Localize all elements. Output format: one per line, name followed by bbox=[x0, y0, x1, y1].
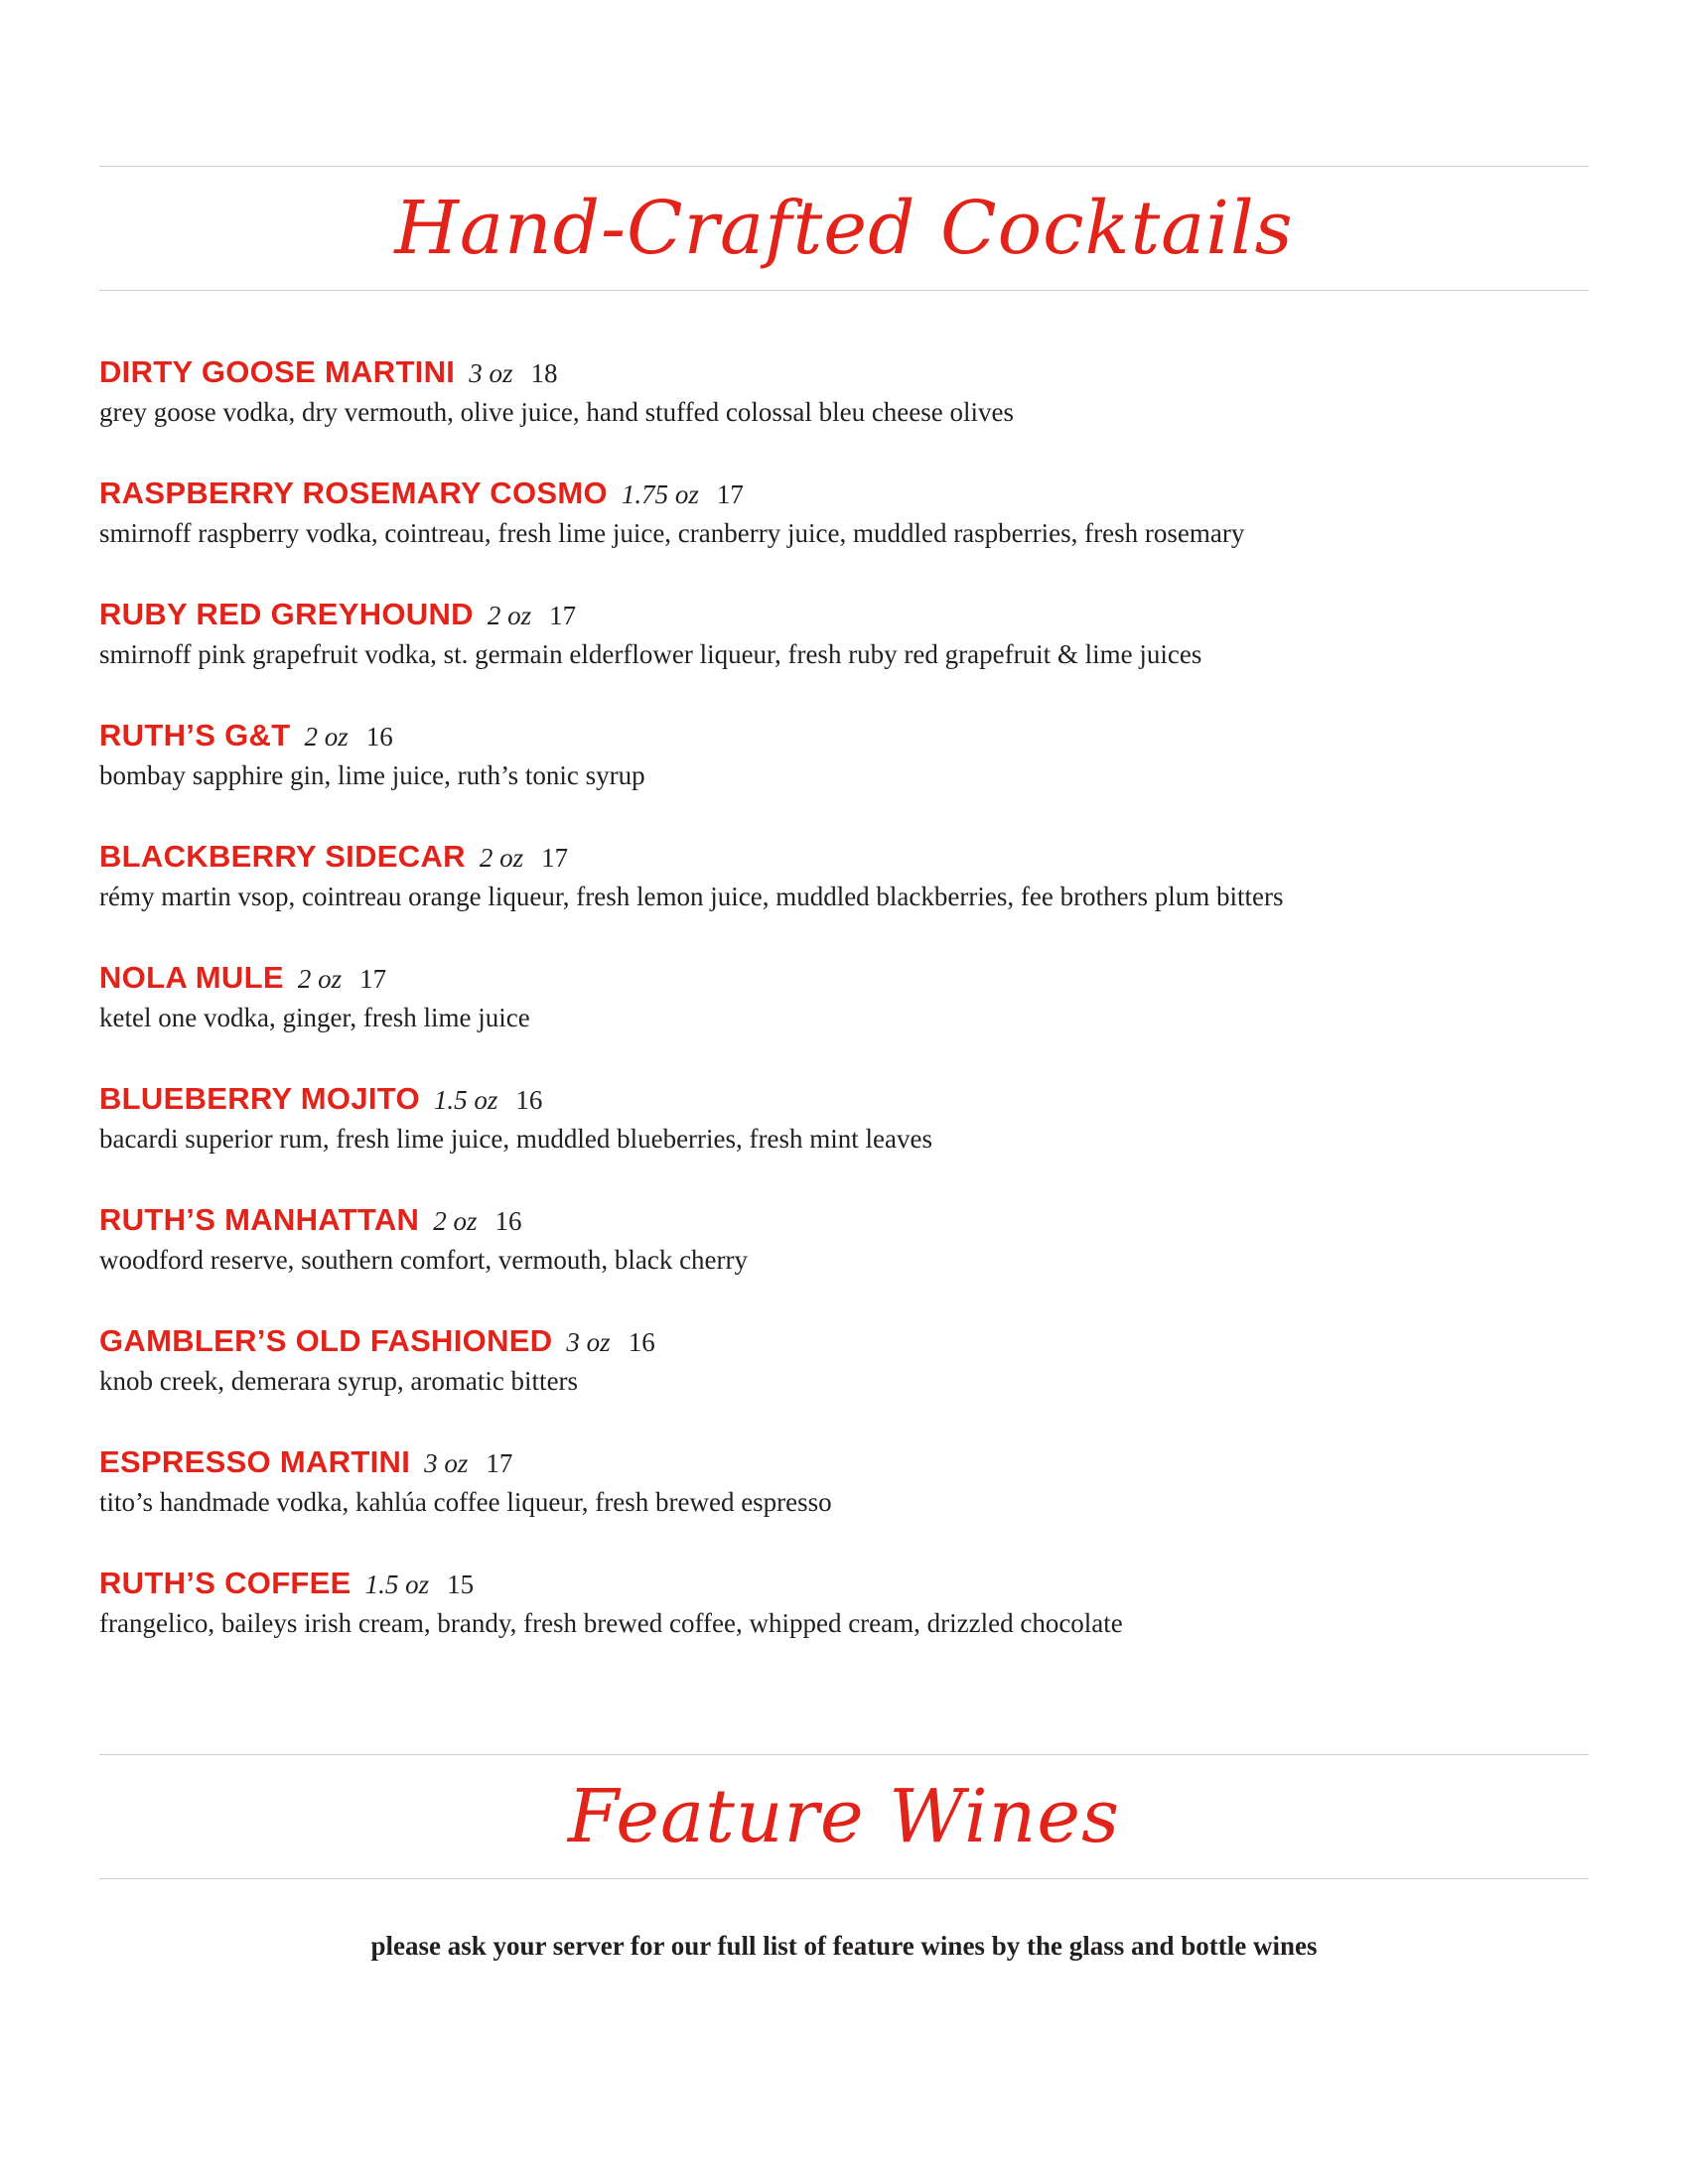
cocktail-item bbox=[99, 1442, 1589, 1564]
cocktail-volume: 1.5 oz bbox=[433, 1085, 498, 1115]
cocktail-description: frangelico, baileys irish cream, brandy, fresh brewed coffee, whipped cream, drizzled chocolate bbox=[99, 1608, 1123, 1638]
cocktail-item bbox=[99, 716, 1589, 837]
cocktail-price: 17 bbox=[359, 964, 387, 994]
cocktail-name: BLUEBERRY MOJITO bbox=[99, 1081, 420, 1116]
cocktail-price: 16 bbox=[494, 1206, 522, 1236]
cocktail-description: bacardi superior rum, fresh lime juice, muddled blueberries, fresh mint leaves bbox=[99, 1124, 932, 1154]
cocktail-description: knob creek, demerara syrup, aromatic bitters bbox=[99, 1366, 579, 1396]
cocktail-item bbox=[99, 837, 1589, 958]
cocktail-name: RUTH’S COFFEE bbox=[99, 1566, 352, 1600]
cocktail-item bbox=[99, 352, 1589, 474]
cocktails-section-title: Hand-Crafted Cocktails bbox=[394, 186, 1294, 271]
cocktails-bottom-rule bbox=[99, 290, 1589, 291]
cocktail-heading bbox=[99, 958, 1589, 998]
cocktail-volume: 2 oz bbox=[479, 843, 524, 873]
cocktail-item bbox=[99, 1079, 1589, 1200]
cocktail-price: 17 bbox=[716, 479, 744, 509]
cocktail-volume: 3 oz bbox=[566, 1327, 611, 1357]
cocktail-price: 17 bbox=[486, 1448, 513, 1478]
cocktail-item bbox=[99, 474, 1589, 595]
cocktail-description: ketel one vodka, ginger, fresh lime juice bbox=[99, 1003, 530, 1032]
cocktail-volume: 2 oz bbox=[304, 722, 349, 751]
cocktail-description: bombay sapphire gin, lime juice, ruth’s tonic syrup bbox=[99, 760, 645, 790]
cocktail-heading bbox=[99, 1442, 1589, 1482]
cocktail-price: 15 bbox=[447, 1570, 475, 1599]
cocktail-item bbox=[99, 1564, 1589, 1685]
cocktail-name: RUTH’S MANHATTAN bbox=[99, 1202, 420, 1237]
cocktail-heading bbox=[99, 352, 1589, 392]
cocktail-name: RUTH’S G&T bbox=[99, 718, 291, 752]
cocktail-list bbox=[99, 352, 1589, 1685]
cocktail-price: 17 bbox=[541, 843, 569, 873]
cocktail-description: smirnoff pink grapefruit vodka, st. germain elderflower liqueur, fresh ruby red grapefruit & lime juices bbox=[99, 639, 1202, 669]
cocktail-description: tito’s handmade vodka, kahlúa coffee liqueur, fresh brewed espresso bbox=[99, 1487, 832, 1517]
cocktail-price: 16 bbox=[628, 1327, 655, 1357]
cocktail-item bbox=[99, 595, 1589, 716]
cocktail-heading bbox=[99, 474, 1589, 513]
cocktail-name: ESPRESSO MARTINI bbox=[99, 1444, 411, 1479]
cocktail-heading bbox=[99, 1079, 1589, 1119]
cocktail-heading bbox=[99, 837, 1589, 877]
cocktail-description: smirnoff raspberry vodka, cointreau, fresh lime juice, cranberry juice, muddled raspberries, fresh rosemary bbox=[99, 518, 1245, 548]
cocktail-price: 16 bbox=[365, 722, 393, 751]
wines-bottom-rule bbox=[99, 1878, 1589, 1879]
cocktail-heading bbox=[99, 716, 1589, 755]
cocktail-volume: 2 oz bbox=[433, 1206, 478, 1236]
cocktail-item bbox=[99, 1321, 1589, 1442]
cocktail-volume: 3 oz bbox=[424, 1448, 469, 1478]
cocktail-volume: 1.5 oz bbox=[364, 1570, 430, 1599]
cocktail-description: woodford reserve, southern comfort, vermouth, black cherry bbox=[99, 1245, 749, 1275]
cocktail-volume: 2 oz bbox=[487, 601, 532, 630]
cocktail-description: rémy martin vsop, cointreau orange liqueur, fresh lemon juice, muddled blackberries, fee brothers plum bitters bbox=[99, 882, 1284, 911]
cocktail-item bbox=[99, 958, 1589, 1079]
cocktail-name: DIRTY GOOSE MARTINI bbox=[99, 354, 456, 389]
wines-section-title: Feature Wines bbox=[567, 1774, 1121, 1859]
cocktail-name: NOLA MULE bbox=[99, 960, 284, 995]
cocktail-description: grey goose vodka, dry vermouth, olive juice, hand stuffed colossal bleu cheese olives bbox=[99, 397, 1015, 427]
cocktail-item bbox=[99, 1200, 1589, 1321]
cocktail-price: 16 bbox=[515, 1085, 543, 1115]
cocktail-price: 18 bbox=[530, 358, 558, 388]
cocktail-name: BLACKBERRY SIDECAR bbox=[99, 839, 466, 874]
cocktail-name: GAMBLER’S OLD FASHIONED bbox=[99, 1323, 553, 1358]
cocktail-volume: 3 oz bbox=[469, 358, 513, 388]
wines-note: please ask your server for our full list of feature wines by the glass and bottle wines bbox=[370, 1931, 1318, 1961]
cocktail-name: RASPBERRY ROSEMARY COSMO bbox=[99, 476, 608, 510]
cocktail-heading bbox=[99, 1321, 1589, 1361]
cocktail-name: RUBY RED GREYHOUND bbox=[99, 597, 474, 631]
cocktail-price: 17 bbox=[549, 601, 577, 630]
cocktail-volume: 2 oz bbox=[297, 964, 343, 994]
cocktail-heading bbox=[99, 595, 1589, 634]
cocktail-heading bbox=[99, 1564, 1589, 1603]
cocktail-volume: 1.75 oz bbox=[621, 479, 699, 509]
cocktail-heading bbox=[99, 1200, 1589, 1240]
